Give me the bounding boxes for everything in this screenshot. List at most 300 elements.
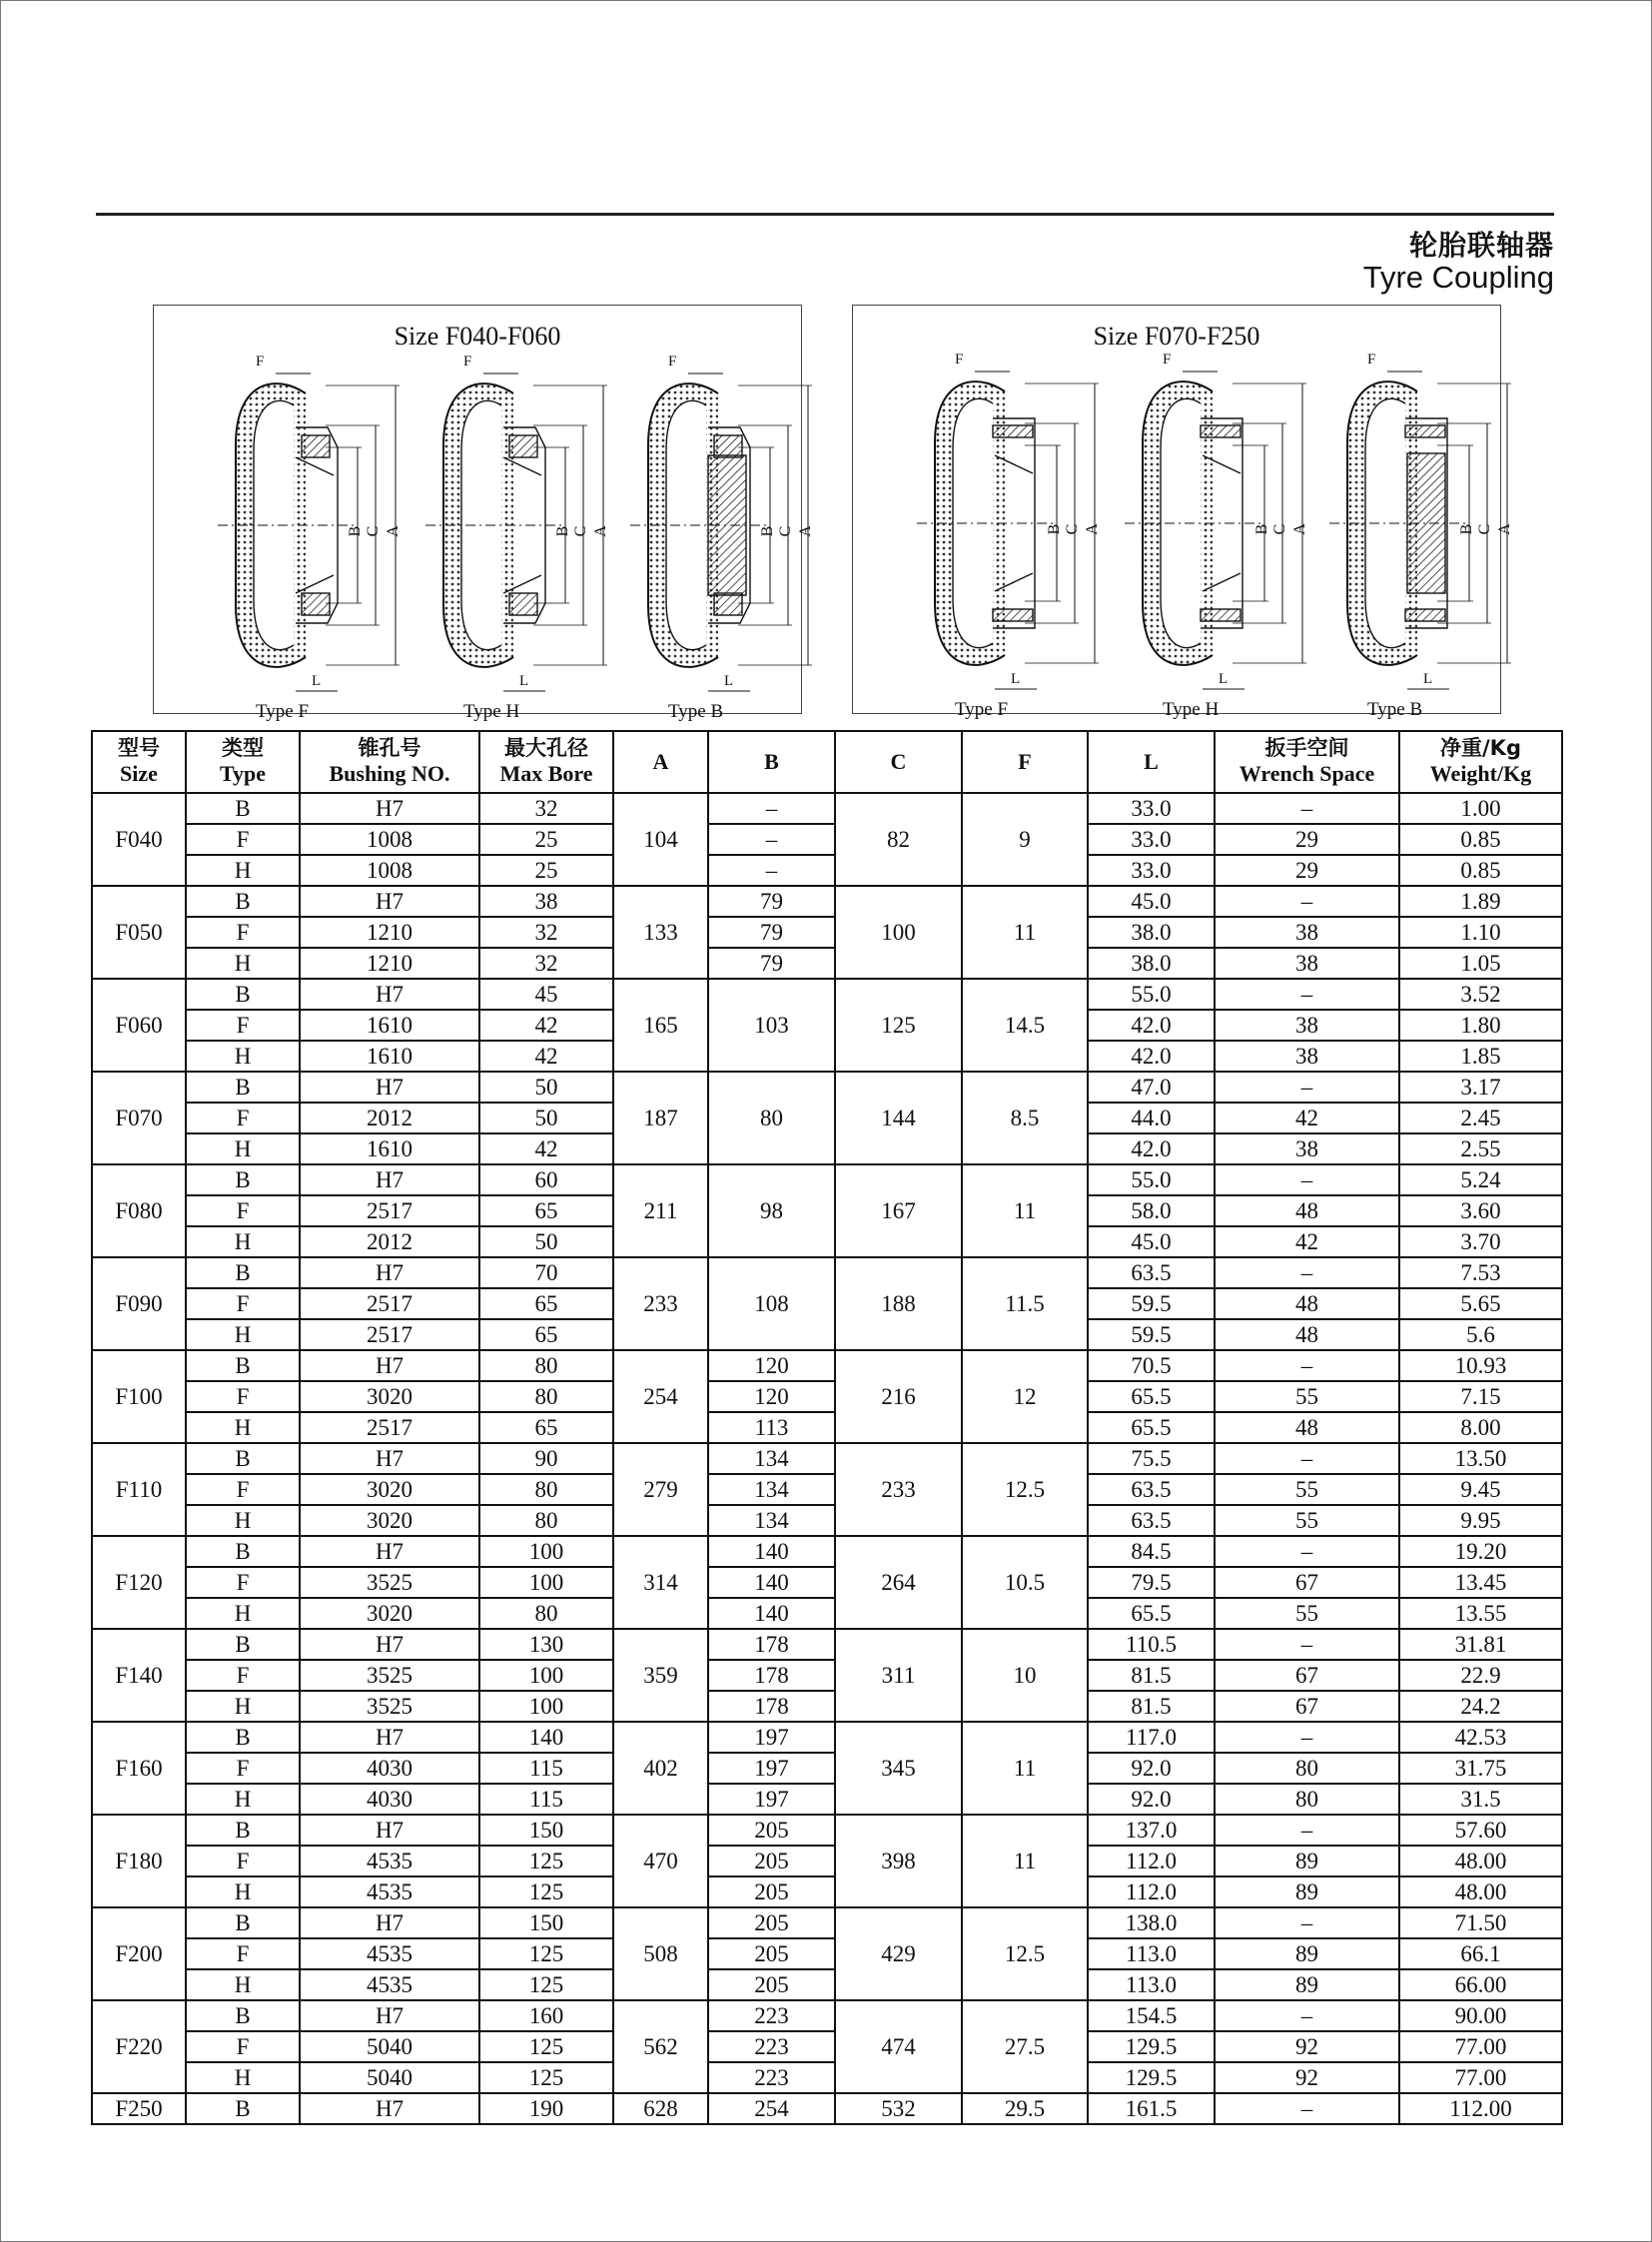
table-row — [92, 1722, 1562, 1753]
dim-l-cell: 45.0 — [1088, 886, 1215, 917]
dim-b-cell: 254 — [708, 2093, 835, 2124]
wrench-space-cell: 48 — [1215, 1319, 1399, 1350]
bushing-cell: H7 — [300, 1164, 479, 1195]
weight-cell: 7.53 — [1399, 1257, 1562, 1288]
dim-l-cell: 129.5 — [1088, 2031, 1215, 2062]
coupling-drawing — [917, 352, 1101, 720]
column-header — [1088, 731, 1215, 793]
type-cell: B — [186, 886, 300, 917]
dim-a-cell: 508 — [613, 1907, 708, 2000]
coupling-drawings — [154, 306, 814, 722]
table-row — [92, 1629, 1562, 1660]
coupling-drawing — [218, 354, 402, 722]
dim-a-cell: 359 — [613, 1629, 708, 1722]
size-cell: F100 — [92, 1350, 186, 1443]
type-cell: B — [186, 2000, 300, 2031]
wrench-space-cell: 55 — [1215, 1505, 1399, 1536]
column-header-en: F — [1018, 748, 1032, 774]
dim-f-cell: 11 — [962, 886, 1088, 979]
wrench-space-cell: 89 — [1215, 1938, 1399, 1969]
max-bore-cell: 50 — [479, 1226, 613, 1257]
table-row — [92, 2031, 1562, 2062]
dim-l-cell: 81.5 — [1088, 1691, 1215, 1722]
hub-section — [993, 425, 1033, 437]
dim-l-cell: 112.0 — [1088, 1876, 1215, 1907]
wrench-space-cell: 92 — [1215, 2062, 1399, 2093]
wrench-space-cell: 89 — [1215, 1846, 1399, 1876]
dimension-label: L — [724, 673, 734, 689]
hub-section — [1201, 609, 1240, 621]
max-bore-cell: 115 — [479, 1784, 613, 1815]
table-row — [92, 1660, 1562, 1691]
type-cell: F — [186, 1010, 300, 1041]
wrench-space-cell: – — [1215, 1815, 1399, 1846]
dim-f-cell: 14.5 — [962, 979, 1088, 1072]
wrench-space-cell: 80 — [1215, 1753, 1399, 1784]
type-cell: F — [186, 1753, 300, 1784]
column-header — [1399, 731, 1562, 793]
dimension-label: L — [312, 673, 322, 689]
table-row — [92, 824, 1562, 855]
header-title-cn: 轮胎联轴器 — [1408, 229, 1554, 262]
wrench-space-cell: 38 — [1215, 917, 1399, 948]
weight-cell: 13.55 — [1399, 1598, 1562, 1629]
size-cell: F220 — [92, 2000, 186, 2093]
dim-f-cell: 11 — [962, 1722, 1088, 1815]
dim-a-cell: 104 — [613, 793, 708, 886]
column-header-en: Weight/Kg — [1429, 761, 1532, 787]
bushing-cell: 3525 — [300, 1660, 479, 1691]
size-cell: F120 — [92, 1536, 186, 1629]
max-bore-cell: 100 — [479, 1536, 613, 1567]
column-header — [708, 731, 835, 793]
type-cell: F — [186, 1103, 300, 1133]
weight-cell: 66.1 — [1399, 1938, 1562, 1969]
size-cell: F050 — [92, 886, 186, 979]
table-row — [92, 1938, 1562, 1969]
dimension-label: Type H — [1163, 699, 1220, 720]
max-bore-cell: 100 — [479, 1691, 613, 1722]
dim-l-cell: 55.0 — [1088, 979, 1215, 1010]
type-cell: H — [186, 1598, 300, 1629]
bushing-cell: 1008 — [300, 855, 479, 886]
weight-cell: 57.60 — [1399, 1815, 1562, 1846]
type-cell: F — [186, 2031, 300, 2062]
wrench-space-cell: 29 — [1215, 855, 1399, 886]
table-row — [92, 1381, 1562, 1412]
bushing-cell: H7 — [300, 2000, 479, 2031]
max-bore-cell: 32 — [479, 917, 613, 948]
weight-cell: 8.00 — [1399, 1412, 1562, 1443]
table-row — [92, 1350, 1562, 1381]
dimension-label: B — [347, 525, 364, 537]
column-header-cn: 净重/Kg — [1440, 736, 1521, 761]
dim-l-cell: 70.5 — [1088, 1350, 1215, 1381]
dim-b-cell: 205 — [708, 1969, 835, 2000]
max-bore-cell: 140 — [479, 1722, 613, 1753]
column-header-cn: 锥孔号 — [358, 736, 421, 761]
diagram-title: Size F040-F060 — [394, 322, 561, 351]
table-row — [92, 917, 1562, 948]
wrench-space-cell: 92 — [1215, 2031, 1399, 2062]
dim-b-cell: 120 — [708, 1350, 835, 1381]
bushing-cell: 1210 — [300, 917, 479, 948]
wrench-space-cell: 38 — [1215, 948, 1399, 979]
dim-l-cell: 47.0 — [1088, 1072, 1215, 1103]
bushing-cell: 2012 — [300, 1226, 479, 1257]
dim-c-cell: 100 — [835, 886, 962, 979]
type-cell: F — [186, 1474, 300, 1505]
dimension-label: F — [1163, 352, 1172, 368]
weight-cell: 66.00 — [1399, 1969, 1562, 2000]
dim-f-cell: 29.5 — [962, 2093, 1088, 2124]
type-cell: F — [186, 824, 300, 855]
header-title-en: Tyre Coupling — [1362, 260, 1554, 295]
dim-f-cell: 12 — [962, 1350, 1088, 1443]
type-cell: F — [186, 1938, 300, 1969]
dim-c-cell: 474 — [835, 2000, 962, 2093]
dim-b-cell: 120 — [708, 1381, 835, 1412]
type-cell: H — [186, 1133, 300, 1164]
type-cell: B — [186, 1257, 300, 1288]
type-cell: B — [186, 1629, 300, 1660]
type-cell: H — [186, 1784, 300, 1815]
dim-l-cell: 38.0 — [1088, 917, 1215, 948]
table-row — [92, 1815, 1562, 1846]
diagram-title: Size F070-F250 — [1093, 322, 1260, 351]
dim-l-cell: 65.5 — [1088, 1381, 1215, 1412]
hub-section — [714, 435, 742, 457]
type-cell: H — [186, 1969, 300, 2000]
wrench-space-cell: – — [1215, 2093, 1399, 2124]
table-row — [92, 979, 1562, 1010]
dim-b-cell: 197 — [708, 1784, 835, 1815]
dim-a-cell: 233 — [613, 1257, 708, 1350]
max-bore-cell: 45 — [479, 979, 613, 1010]
dim-b-cell: 205 — [708, 1815, 835, 1846]
dim-l-cell: 42.0 — [1088, 1041, 1215, 1072]
dim-l-cell: 44.0 — [1088, 1103, 1215, 1133]
dim-a-cell: 628 — [613, 2093, 708, 2124]
bushing-cell: H7 — [300, 1815, 479, 1846]
coupling-drawing — [1125, 352, 1308, 720]
type-cell: H — [186, 1319, 300, 1350]
bushing-cell: 4535 — [300, 1876, 479, 1907]
dim-b-cell: 197 — [708, 1722, 835, 1753]
size-cell: F040 — [92, 793, 186, 886]
bushing-cell: H7 — [300, 793, 479, 824]
weight-cell: 31.75 — [1399, 1753, 1562, 1784]
dim-a-cell: 314 — [613, 1536, 708, 1629]
wrench-space-cell: 67 — [1215, 1567, 1399, 1598]
dim-c-cell: 398 — [835, 1815, 962, 1907]
dim-b-cell: 79 — [708, 917, 835, 948]
type-cell: B — [186, 1722, 300, 1753]
type-cell: F — [186, 1288, 300, 1319]
table-header-row — [92, 731, 1562, 793]
table-row — [92, 1567, 1562, 1598]
max-bore-cell: 50 — [479, 1072, 613, 1103]
bushing-cell: 4535 — [300, 1969, 479, 2000]
dim-l-cell: 63.5 — [1088, 1505, 1215, 1536]
bushing-cell: 4030 — [300, 1753, 479, 1784]
dim-b-cell: 223 — [708, 2031, 835, 2062]
table-row — [92, 1846, 1562, 1876]
column-header-en: L — [1144, 748, 1159, 774]
max-bore-cell: 25 — [479, 824, 613, 855]
bushing-cell: 2517 — [300, 1288, 479, 1319]
table-row — [92, 2000, 1562, 2031]
dim-l-cell: 113.0 — [1088, 1969, 1215, 2000]
dim-l-cell: 129.5 — [1088, 2062, 1215, 2093]
weight-cell: 1.00 — [1399, 793, 1562, 824]
dimension-label: A — [1084, 523, 1101, 535]
max-bore-cell: 80 — [479, 1381, 613, 1412]
max-bore-cell: 100 — [479, 1567, 613, 1598]
weight-cell: 7.15 — [1399, 1381, 1562, 1412]
column-header — [1215, 731, 1399, 793]
bushing-cell: 4030 — [300, 1784, 479, 1815]
weight-cell: 1.89 — [1399, 886, 1562, 917]
max-bore-cell: 65 — [479, 1319, 613, 1350]
dimension-label: Type F — [955, 699, 1009, 720]
bushing-cell: 3525 — [300, 1567, 479, 1598]
dim-b-cell: 108 — [708, 1257, 835, 1350]
type-cell: F — [186, 1846, 300, 1876]
dim-l-cell: 42.0 — [1088, 1010, 1215, 1041]
dim-b-cell: 178 — [708, 1691, 835, 1722]
table-row — [92, 1753, 1562, 1784]
bushing-cell: 2517 — [300, 1319, 479, 1350]
wrench-space-cell: 48 — [1215, 1195, 1399, 1226]
bushing-cell: H7 — [300, 2093, 479, 2124]
max-bore-cell: 100 — [479, 1660, 613, 1691]
dimension-label: A — [385, 525, 402, 537]
dimension-label: A — [797, 525, 814, 537]
column-header — [92, 731, 186, 793]
column-header — [835, 731, 962, 793]
bushing-cell: 4535 — [300, 1938, 479, 1969]
dimension-label: C — [777, 525, 794, 537]
max-bore-cell: 130 — [479, 1629, 613, 1660]
bushing-cell: H7 — [300, 1350, 479, 1381]
type-cell: H — [186, 1876, 300, 1907]
wrench-space-cell: – — [1215, 793, 1399, 824]
dim-b-cell: 113 — [708, 1412, 835, 1443]
bushing-cell: 4535 — [300, 1846, 479, 1876]
type-cell: H — [186, 2062, 300, 2093]
dim-l-cell: 110.5 — [1088, 1629, 1215, 1660]
size-cell: F180 — [92, 1815, 186, 1907]
dimension-label: F — [668, 354, 677, 370]
dim-c-cell: 233 — [835, 1443, 962, 1536]
bushing-cell: 2517 — [300, 1412, 479, 1443]
dim-l-cell: 33.0 — [1088, 855, 1215, 886]
bushing-cell: 3020 — [300, 1381, 479, 1412]
weight-cell: 31.81 — [1399, 1629, 1562, 1660]
dimension-label: B — [1046, 523, 1063, 535]
column-header-en: Wrench Space — [1239, 761, 1375, 787]
wrench-space-cell: 80 — [1215, 1784, 1399, 1815]
column-header-cn: 型号 — [118, 736, 160, 761]
weight-cell: 42.53 — [1399, 1722, 1562, 1753]
table-row — [92, 1691, 1562, 1722]
weight-cell: 112.00 — [1399, 2093, 1562, 2124]
wrench-space-cell: 67 — [1215, 1660, 1399, 1691]
max-bore-cell: 80 — [479, 1350, 613, 1381]
max-bore-cell: 150 — [479, 1815, 613, 1846]
table-row — [92, 1474, 1562, 1505]
column-header-en: Type — [219, 761, 267, 787]
dimension-label: C — [572, 525, 589, 537]
dimension-label: F — [256, 354, 265, 370]
max-bore-cell: 80 — [479, 1474, 613, 1505]
dim-c-cell: 216 — [835, 1350, 962, 1443]
max-bore-cell: 42 — [479, 1010, 613, 1041]
dimension-label: C — [1476, 523, 1493, 535]
type-cell: F — [186, 1660, 300, 1691]
dim-l-cell: 112.0 — [1088, 1846, 1215, 1876]
max-bore-cell: 32 — [479, 948, 613, 979]
dim-a-cell: 470 — [613, 1815, 708, 1907]
dimension-label: L — [1011, 671, 1021, 687]
table-row — [92, 1598, 1562, 1629]
column-header-en: Size — [120, 761, 158, 787]
dim-f-cell: 9 — [962, 793, 1088, 886]
dimension-label: C — [1064, 523, 1081, 535]
bushing-cell: H7 — [300, 1629, 479, 1660]
max-bore-cell: 125 — [479, 1938, 613, 1969]
weight-cell: 9.95 — [1399, 1505, 1562, 1536]
type-cell: H — [186, 1041, 300, 1072]
type-cell: F — [186, 917, 300, 948]
type-cell: F — [186, 1381, 300, 1412]
table-row — [92, 948, 1562, 979]
dim-l-cell: 81.5 — [1088, 1660, 1215, 1691]
max-bore-cell: 115 — [479, 1753, 613, 1784]
dim-b-cell: – — [708, 793, 835, 824]
dim-c-cell: 188 — [835, 1257, 962, 1350]
column-header-cn: 类型 — [222, 736, 264, 761]
column-header — [186, 731, 300, 793]
weight-cell: 0.85 — [1399, 824, 1562, 855]
max-bore-cell: 25 — [479, 855, 613, 886]
max-bore-cell: 70 — [479, 1257, 613, 1288]
wrench-space-cell: 89 — [1215, 1969, 1399, 2000]
dim-c-cell: 82 — [835, 793, 962, 886]
bushing-cell: H7 — [300, 1722, 479, 1753]
max-bore-cell: 42 — [479, 1041, 613, 1072]
dim-l-cell: 84.5 — [1088, 1536, 1215, 1567]
bushing-cell: 1610 — [300, 1010, 479, 1041]
dimension-label: F — [955, 352, 964, 368]
weight-cell: 22.9 — [1399, 1660, 1562, 1691]
coupling-drawing — [630, 354, 814, 722]
dim-l-cell: 138.0 — [1088, 1907, 1215, 1938]
dim-b-cell: 79 — [708, 948, 835, 979]
dim-l-cell: 33.0 — [1088, 793, 1215, 824]
weight-cell: 2.45 — [1399, 1103, 1562, 1133]
size-cell: F250 — [92, 2093, 186, 2124]
table-row — [92, 886, 1562, 917]
weight-cell: 90.00 — [1399, 2000, 1562, 2031]
dim-b-cell: – — [708, 855, 835, 886]
type-cell: B — [186, 793, 300, 824]
wrench-space-cell: 42 — [1215, 1226, 1399, 1257]
max-bore-cell: 65 — [479, 1412, 613, 1443]
bushing-cell: 5040 — [300, 2062, 479, 2093]
dim-f-cell: 11 — [962, 1164, 1088, 1257]
dimension-label: C — [1271, 523, 1288, 535]
dim-l-cell: 154.5 — [1088, 2000, 1215, 2031]
hub-section — [1405, 425, 1445, 437]
dim-l-cell: 137.0 — [1088, 1815, 1215, 1846]
dim-b-cell: 140 — [708, 1536, 835, 1567]
dim-a-cell: 187 — [613, 1072, 708, 1164]
wrench-space-cell: 55 — [1215, 1381, 1399, 1412]
column-header-en: Max Bore — [499, 761, 593, 787]
dimension-label: L — [1219, 671, 1229, 687]
bushing-cell: 3020 — [300, 1474, 479, 1505]
wrench-space-cell: 38 — [1215, 1133, 1399, 1164]
bushing-cell: 1610 — [300, 1133, 479, 1164]
bushing-cell: 2012 — [300, 1103, 479, 1133]
bushing-cell: 2517 — [300, 1195, 479, 1226]
weight-cell: 9.45 — [1399, 1474, 1562, 1505]
weight-cell: 3.60 — [1399, 1195, 1562, 1226]
dim-l-cell: 42.0 — [1088, 1133, 1215, 1164]
dimension-label: B — [1253, 523, 1270, 535]
hub-section — [509, 593, 537, 615]
table-row — [92, 1072, 1562, 1103]
type-cell: B — [186, 1072, 300, 1103]
table-row — [92, 1164, 1562, 1195]
dim-c-cell: 144 — [835, 1072, 962, 1164]
type-cell: H — [186, 948, 300, 979]
bushing-cell: 3525 — [300, 1691, 479, 1722]
dimension-label: Type F — [256, 701, 310, 722]
type-cell: B — [186, 1443, 300, 1474]
type-cell: B — [186, 2093, 300, 2124]
column-header-en: B — [764, 748, 779, 774]
type-cell: F — [186, 1567, 300, 1598]
type-cell: H — [186, 1412, 300, 1443]
dim-f-cell: 10 — [962, 1629, 1088, 1722]
wrench-space-cell: – — [1215, 886, 1399, 917]
dim-l-cell: 59.5 — [1088, 1319, 1215, 1350]
weight-cell: 48.00 — [1399, 1846, 1562, 1876]
max-bore-cell: 125 — [479, 2062, 613, 2093]
dim-b-cell: 223 — [708, 2062, 835, 2093]
dim-b-cell: 205 — [708, 1907, 835, 1938]
dim-l-cell: 65.5 — [1088, 1412, 1215, 1443]
dim-c-cell: 345 — [835, 1722, 962, 1815]
wrench-space-cell: 29 — [1215, 824, 1399, 855]
hub-section — [1405, 609, 1445, 621]
wrench-space-cell: – — [1215, 1629, 1399, 1660]
wrench-space-cell: 55 — [1215, 1474, 1399, 1505]
dimension-label: L — [519, 673, 529, 689]
dim-a-cell: 402 — [613, 1722, 708, 1815]
size-cell: F200 — [92, 1907, 186, 2000]
weight-cell: 3.17 — [1399, 1072, 1562, 1103]
dimension-label: F — [1367, 352, 1376, 368]
weight-cell: 10.93 — [1399, 1350, 1562, 1381]
coupling-drawing — [425, 354, 609, 722]
dim-c-cell: 429 — [835, 1907, 962, 2000]
size-cell: F110 — [92, 1443, 186, 1536]
dimension-label: A — [1291, 523, 1308, 535]
